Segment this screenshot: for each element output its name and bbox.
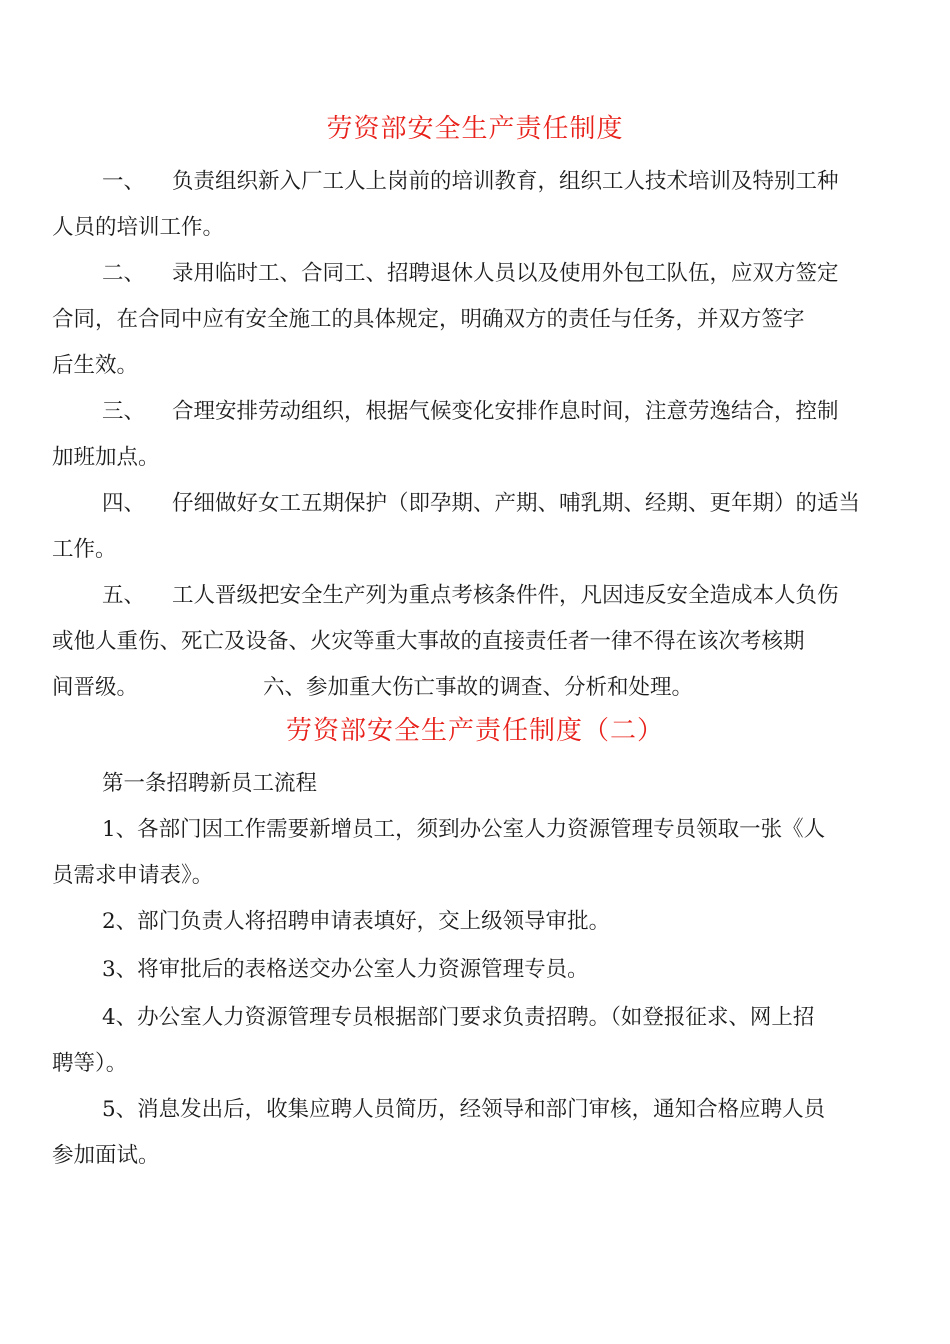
item-4-text-line1: 仔细做好女工五期保护（即孕期、产期、哺乳期、经期、更年期）的适当 bbox=[172, 491, 861, 516]
item-5-number: 五、 bbox=[102, 583, 146, 608]
item-3-text-line1: 合理安排劳动组织，根据气候变化安排作息时间，注意劳逸结合，控制 bbox=[172, 399, 839, 424]
item-3-text-line2: 加班加点。 bbox=[52, 445, 160, 470]
step-4-text-line1: 4、办公室人力资源管理专员根据部门要求负责招聘。（如登报征求、网上招 bbox=[102, 1005, 815, 1030]
item-4-text-line2: 工作。 bbox=[52, 537, 117, 562]
item-5-text-line3: 间晋级。 bbox=[52, 675, 139, 700]
item-6-text: 六、参加重大伤亡事故的调查、分析和处理。 bbox=[263, 675, 694, 700]
step-3-text: 3、将审批后的表格送交办公室人力资源管理专员。 bbox=[102, 957, 589, 982]
item-2-text-line1: 录用临时工、合同工、招聘退休人员以及使用外包工队伍，应双方签定 bbox=[172, 261, 839, 286]
item-5-first-line bbox=[102, 582, 839, 610]
item-2-text-line2: 合同，在合同中应有安全施工的具体规定，明确双方的责任与任务，并双方签字 bbox=[52, 307, 805, 332]
section-2-title: 劳资部安全生产责任制度（二） bbox=[285, 716, 664, 746]
item-2-text-line3: 后生效。 bbox=[52, 353, 139, 378]
item-2-number: 二、 bbox=[102, 261, 146, 286]
item-3-first-line bbox=[102, 398, 839, 426]
step-4-text-line2: 聘等）。 bbox=[52, 1051, 128, 1076]
document-title: 劳资部安全生产责任制度 bbox=[326, 114, 624, 144]
item-1-number: 一、 bbox=[102, 169, 146, 194]
item-5-text-line2: 或他人重伤、死亡及设备、火灾等重大事故的直接责任者一律不得在该次考核期 bbox=[52, 629, 805, 654]
step-1-text-line1: 1、各部门因工作需要新增员工，须到办公室人力资源管理专员领取一张《人 bbox=[102, 817, 826, 842]
item-5-text-line1: 工人晋级把安全生产列为重点考核条件件，凡因违反安全造成本人负伤 bbox=[172, 583, 839, 608]
step-5-text-line2: 参加面试。 bbox=[52, 1143, 160, 1168]
item-4-first-line bbox=[102, 490, 860, 518]
step-5-text-line1: 5、消息发出后，收集应聘人员简历，经领导和部门审核，通知合格应聘人员 bbox=[102, 1097, 826, 1122]
item-1-first-line bbox=[102, 168, 839, 196]
item-2-first-line bbox=[102, 260, 839, 288]
item-1-text-line2: 人员的培训工作。 bbox=[52, 215, 225, 240]
step-1-text-line2: 员需求申请表》。 bbox=[52, 863, 214, 888]
item-3-number: 三、 bbox=[102, 399, 146, 424]
article-1-heading: 第一条招聘新员工流程 bbox=[102, 771, 318, 796]
step-2-text: 2、部门负责人将招聘申请表填好，交上级领导审批。 bbox=[102, 909, 611, 934]
item-4-number: 四、 bbox=[102, 491, 146, 516]
item-1-text-line1: 负责组织新入厂工人上岗前的培训教育，组织工人技术培训及特别工种 bbox=[172, 169, 839, 194]
